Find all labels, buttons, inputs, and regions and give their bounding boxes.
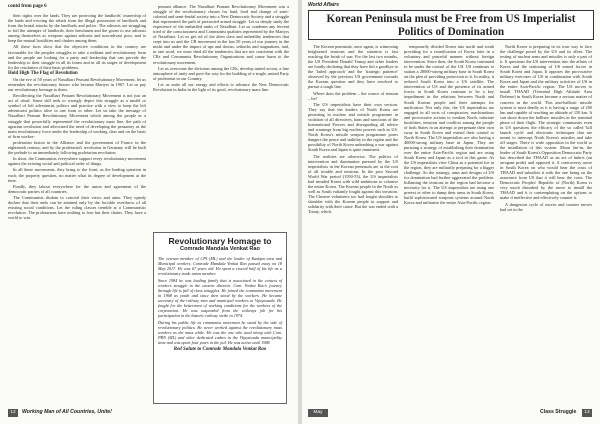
homage-signature: Red Salute to Comrade Mandala Venkat Rao (173, 347, 267, 352)
footer-date: May 2017 (308, 409, 328, 417)
paragraph: On the eve of 50 years of Naxalbari Peasant Revolutionary Movement, let us remember the revolutionary heroes who became Martyrs in 1967. Let us pay our revolutionary homage to them. (8, 76, 146, 93)
section-heading: Hold High The Flag of Revolution (8, 70, 78, 76)
article-title: Korean Peninsula must be Free from US Imperialist Politics of Domination (308, 10, 594, 40)
right-column-2 (404, 44, 494, 404)
continued-label: contd from page 6 (8, 4, 47, 9)
paragraph: Recollecting the Naxalbari Peasant Revolutionary Movement is not just an act of ritual. Some still seek to wrongly depict this struggle as a model or symbol of left adventurist politics and practice with a view to keep the left adventurist politics alive in one form or other. Let us take the message of Naxalbari Peasant Revolutionary Movement which among the people as a struggle that powerfully represented the revolutionary mass line, the path of agrarian revolution and advocated the need of developing the peasantry as the main revolutionary force under the leadership of working class and on the basis of firm worker- (8, 93, 146, 139)
homage-box (153, 232, 287, 404)
homage-title: Revolutionary Homage to (168, 236, 272, 246)
paragraph: their rights over the lands. They are protecting the landlords' ownership of the lands and evicting the tribals from the illegal possession of landlords and from the brutal attacks by the landlords and police. The adivasis are struggling to foil the attempts of landlords, their henchmen and the goons to use adivasis among themselves as weapons against adivasis and non-adivasi poor, and to keep the mutual hostilities and clashes among them. (8, 13, 146, 44)
paragraph: The Communists disdain to conceal their views and aims. They openly declare that their ends can be attained only by the forcible overthrow of all existing social conditions. Let the ruling classes tremble at a Communistic revolution. The proletarians have nothing to lose but their chains. They have a world to win. (8, 195, 146, 221)
page-number: 12 (8, 409, 18, 417)
right-column-3 (500, 44, 592, 404)
paragraph: Finally, they labour everywhere for the union and agreement of the democratic parties of all countries. (8, 183, 146, 194)
footer-magazine-name: Class Struggle (540, 409, 577, 415)
paragraph: North Korea is preparing in its own way to face the challenge posed by the US and its allies. The testing of nuclear arms and missiles is only a part of it. It questions the US intervention into the affairs of Korea and the stationing of US armed forces in South Korea and Japan. It opposes the provocative military exercises of US in combination with South Korea and Japan and the military activities of US in the entire Asia-Pacific region. The US moves to install THAAD (Terminal High Altitude Area Defense) in South Korea became a serious matter of concern in the world. This anti-ballistic missile system is most deadly as it is having a range of 200 km and capable of reaching an altitude of 150 km. It can shoot down the ballistic missiles in the terminal phase of their flight. The strategic community even in US questions the efficacy of the so called 'kill launch cycle' and electronic techniques that are meant to intercept North Korea's missiles and take off stages. There is wide opposition in the world to the installation of this system. Moon Jae-in, the leader of South Korea's Opposition Democratic Party has described the THAAD as an act of hubris (an arrogant pride) and opposed it. A controversy arose in South Korea on who would bear the costs of THAAD and subsidies it with the one being on the assurance from US that it will bear the costs. The Democratic Peoples' Republic of (North) Korea is very much disturbed by the move to install the THAAD and it is contemplating on the options to make it ineffective and effectively counter it. (500, 44, 592, 201)
paragraph: peasant alliance. The Naxalbari Peasant Revolutionary Movement was a struggle of the revolutionary classes for land, food and change of semi-colonial and semi-feudal society into a New Democratic Society and a struggle that represented the path of protracted armed struggle. Let us deeply study the experience of the embattled ranks of Naxalbari. Let us condemn any fervent tried of the consciousness and Communist qualities represented by the Martyrs of Naxalbari. Let us get rid of the alien class and unhealthy tendencies that crept into us and the CR movement in the last 50 years of our journey in the midst and under the impact of ups and downs, setbacks and stagnations, and, in one word, we must shed all the tendencies that are not consistent with the CRs and Communist Revolutionary Organisations and cause harm to the revolutionary movement. (153, 4, 289, 65)
paragraph: The US imperialists have their own version. They say that the leaders of North Korea are persisting in nuclear and missile programme in violation of all directives, bans and sanctions of the International Powers and disregarding all advice and warnings from big nuclear powers such as US. North Korea's missile weapon programme poses dangers the peace and stability in the region and the possibility of North Korea unleashing a war against South Korea and Japan is quite imminent. (308, 101, 398, 153)
paragraph: Where does the problem – the source of tension – lie? (308, 90, 398, 101)
right-footer (302, 408, 600, 423)
paragraph: A dangerous cycle of moves and counter moves had set in the (500, 201, 592, 212)
homage-paragraph: The veteran member of CPI (ML) and the leader of Kadapa area and Municipal workers, Comrade Mandala Venkat Rao passed away on 18 May 2017. He was 67 years old. He spent a crucial half of his life as a revolutionary trade union member. (158, 256, 282, 276)
paragraph: proletarian fusion in the Alliance and the government of France in the eighteenth century, and by the proletariat's revolution in Germany will be built the prelude to an immediately following proletarian revolution. (8, 139, 146, 155)
paragraph: Let us overcome the divisions among the CRs, develop united action, a fine atmosphere of unity and pave the way for the building of a single, united Party of proletariat in our Country. (153, 65, 289, 81)
left-footer (0, 408, 298, 418)
paragraph: All these facts show that the objective conditions in the country are favourable for the peoples struggles to take a militant and revolutionary form and the people are looking for a party and leadership that can provide the leadership to their struggle in all its forms and in all its stages of development for the resolution of their basic problems. (8, 44, 146, 70)
homage-subtitle: Comrade Mandala Venkat Rao (180, 246, 260, 252)
left-column-1 (8, 13, 146, 403)
right-page (302, 0, 600, 424)
footer-slogan: Working Man of All Countries, Unite! (22, 409, 112, 415)
section-label: World Affairs (308, 2, 340, 8)
paragraph: The Korean peninsula, once again, is witnessing heightened tensions and the situation is fast reaching the brink of war. For the last two months, the US President Donald Trump and other leaders are loudly declaring that they have bid a goodbye to the 'failed approach' and the 'strategic patience' observed by the previous US government towards the Korean question and they have resolved to pursue a tough line. (308, 44, 398, 90)
page-number: 13 (582, 409, 592, 417)
homage-paragraph: Since 1984 he was leading family that is associated in the context of workers struggle in the eastern districts. Com. Venkat Rao's journey through life is full of class struggles. He joined the communist movement in 1968 as youth and since then stood by the workers. He became secretary of the railway men and municipal workers in Vijayawada. He fought for the betterment of working conditions for the workers of the corporation. He was suspended from the railways job for his participation in the historic railway strike in 1974. (158, 278, 282, 318)
left-page (0, 0, 298, 424)
paragraph: In short, the Communists everywhere support every revolutionary movement against the existing social and political order of things. (8, 156, 146, 167)
homage-paragraph: During his public life as communist movement he stood by the side of revolutionary politics. He never worked against the revolutionary mass workers as the mass while. He was the one who used along with Com. PRN (ML) and other dedicated cadres in the Vijayawada municipality area and was apart four years in the jail. He was active until 1988. (158, 320, 282, 345)
left-column-2 (153, 4, 289, 228)
paragraph: In all these movements, they bring to the front, as the leading question in each, the property question, no matter what its degree of development at the time. (8, 167, 146, 183)
right-column-1 (308, 44, 398, 404)
paragraph: temporarily divided Korea into north and south providing for a reunification of Korea later in a voluntary and peaceful manner without foreign intervention. Since then, the South Korea continued to be under the control of the US. US continues to station a 28000-strong military base in South Korea on the plea of providing protection to it. In reality, it reduced South Korea into a US satellite. The intervention of US and the presence of its armed forces in South Korea continue to be a key impediment in the relations between North and South Korean people and their attempts for unification. Not only this, the US imperialists are engaged in all sorts of conspiracies, machinations and provocative actions to weaken North, infuriate hostilities, tensions and conflicts among the people of both States in an attempt to perpetuate their own sway in South Korea and extend their control to North Korea. The US imperialists are also having a 40000-strong military base in Japan. They are pursuing a strategy of establishing their domination over the entire Asia-Pacific region and are using South Korea and Japan as a tool in this game. As the US imperialists view China as a potential foe in the region, they are militarily preparing for a bigger challenge. So the strategy, aims and designs of US for domination had further aggravated the problem. Inflaming the tensions in the region had become a necessity for it. The US imperialists are using one pretext or other to dump their arms in South Korea, build sophisticated weapons systems around North Korea and militarise the entire Asia-Pacific region. (404, 44, 494, 206)
paragraph: Let us unite all our energy and efforts to advance the New Democratic Revolution in India in the light of its good, revolutionary mass line. (153, 82, 289, 93)
paragraph: The realities are otherwise. The politics of intervention and domination pursued by the US imperialists in the Korean peninsula are at the root of all trouble and tensions. In the post Second World War period (1950-53), the US imperialists had invaded Korea with wild ambitions to colonise the entire Korea. The Korean people in the North as well as South valiantly fought against this invasion. The Chinese volunteers too had fought shoulder to shoulder with the Korean people in support and solidarity with their cause. But the war ended with a Treaty, which (308, 153, 398, 215)
